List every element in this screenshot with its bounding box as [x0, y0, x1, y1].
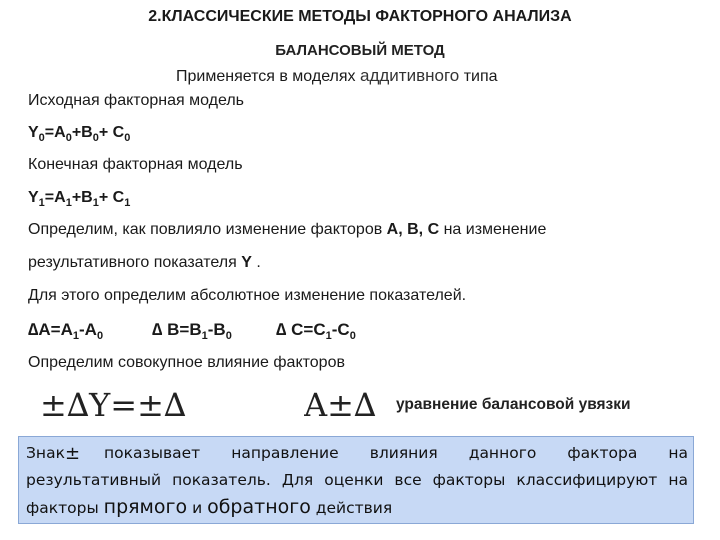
balance-equation-label: уравнение балансовой увязки — [396, 396, 631, 413]
balance-formula-right: A±∆ — [304, 386, 377, 424]
applies-prefix: Применяется в моделях — [176, 68, 356, 85]
slide-title: 2.КЛАССИЧЕСКИЕ МЕТОДЫ ФАКТОРНОГО АНАЛИЗА — [148, 8, 572, 25]
delta-b: ∆ $В=В_1-В_0$ — [152, 320, 232, 342]
delta-c: ∆ $С=С_1-С_0$ — [276, 320, 356, 342]
question-line-2: результативного показателя Y . — [28, 254, 261, 271]
balance-formula-left: ±∆Y=±∆ — [40, 386, 187, 424]
slide-subtitle: БАЛАНСОВЫЙ МЕТОД — [275, 42, 445, 59]
initial-model-formula: $Y_0=A_0+B_0+ C_0$ — [28, 124, 131, 144]
applies-line — [176, 66, 498, 86]
final-model-formula: $Y_1=A_1+B_1+ C_1$ — [28, 189, 131, 209]
final-model-label: Конечная факторная модель — [28, 156, 243, 173]
absolute-change-label: Для этого определим абсолютное изменение показателей. — [28, 287, 467, 304]
initial-model-label: Исходная факторная модель — [28, 92, 244, 109]
delta-a: $\Delta А=А_1-А_0$ — [28, 320, 104, 342]
note-text: Знак ± показывает направление влияния данного фактора на результативный показатель. Для оценки все факторы классифицируют на факторы прямого и обратного действия — [26, 443, 688, 518]
applies-suffix: типа — [463, 68, 498, 85]
combined-influence-label: Определим совокупное влияние факторов — [28, 354, 345, 371]
applies-keyword: аддитивного — [360, 66, 460, 85]
question-line-1: Определим, как повлияло изменение факторов А, В, С на изменение — [28, 221, 547, 238]
